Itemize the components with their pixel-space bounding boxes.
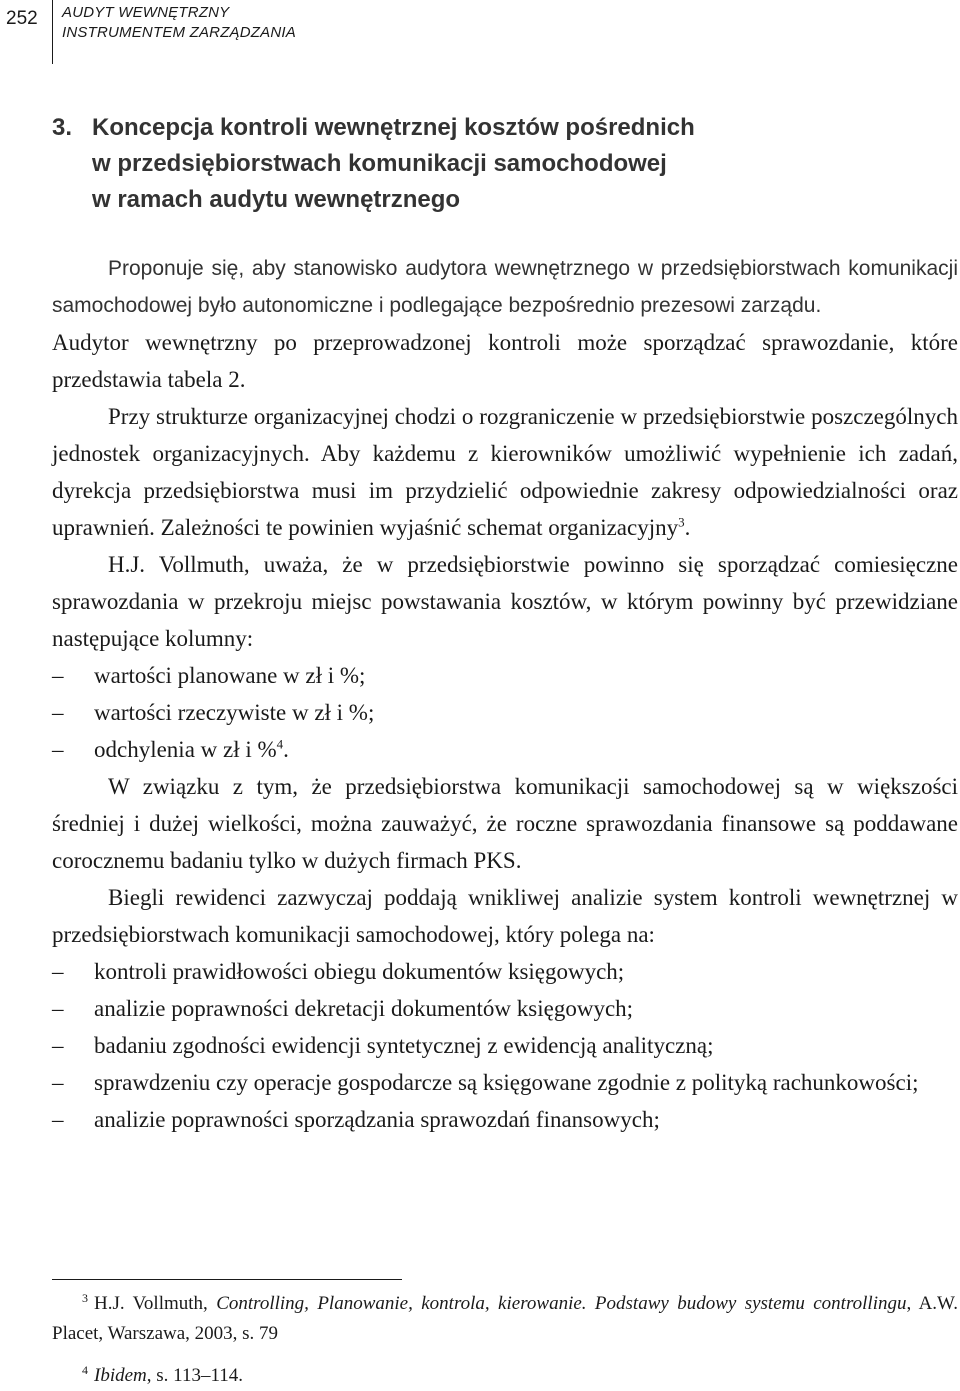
- page-number: 252: [6, 8, 38, 29]
- paragraph-4: W związku z tym, że przedsiębiorstwa komunikacji samochodowej są w większości średniej i dużej wielkości, można zauważyć, że roczne sprawozdania finansowe są poddawane corocznemu badaniu tylko w dużych firmach PKS.: [52, 774, 958, 873]
- audit-scope-list: [52, 953, 958, 1138]
- dash-marker: –: [52, 1033, 64, 1058]
- list-item: – analizie poprawności dekretacji dokumentów księgowych;: [52, 990, 958, 1027]
- footnote-3: $^3$ H.J. Vollmuth, Controlling, Planowanie, kontrola, kierowanie. Podstawy budowy systemu controllingu, A.W. Placet, Warszawa, 2003, s. 79: [52, 1290, 958, 1344]
- section-heading-line-3: w ramach audytu wewnętrznego: [92, 186, 461, 213]
- running-title-line-1: AUDYT WEWNĘTRZNY: [62, 4, 230, 21]
- section-heading-line-1: 3. Koncepcja kontroli wewnętrznej kosztów pośrednich: [52, 110, 932, 146]
- dash-marker: –: [52, 663, 64, 688]
- columns-list: [52, 657, 958, 768]
- paragraph-1b: Audytor wewnętrzny po przeprowadzonej kontroli może sporządzać sprawozdanie, które przedstawia tabela 2.: [52, 330, 958, 392]
- footnote-divider: [52, 1279, 402, 1280]
- list-item: – badaniu zgodności ewidencji syntetycznej z ewidencją analityczną;: [52, 1027, 958, 1064]
- dash-marker: –: [52, 1070, 64, 1095]
- section-heading: [52, 110, 932, 218]
- body-text: [52, 250, 958, 1138]
- list-item: – odchylenia w zł i %$^4$.: [52, 731, 958, 768]
- paragraph-2: Przy strukturze organizacyjnej chodzi o rozgraniczenie w przedsiębiorstwie poszczególnych jednostek organizacyjnych. Aby każdemu z kierowników umożliwić wypełnienie ich zadań, dyrekcja przedsiębiorstwa musi im przydzielić odpowiednie zakresy odpowiedzialności oraz uprawnień. Zależności te powinien wyjaśnić schemat organizacyjny$^3$.: [52, 404, 958, 540]
- header-divider: [52, 0, 53, 64]
- footnote-4: $^4$ Ibidem, s. 113–114.: [82, 1362, 243, 1386]
- footnote-ref-4: 4: [276, 736, 284, 752]
- footnote-marker: 3: [82, 1290, 88, 1305]
- running-title-line-2: INSTRUMENTEM ZARZĄDZANIA: [62, 24, 296, 41]
- paragraph-3: H.J. Vollmuth, uważa, że w przedsiębiorstwie powinno się sporządzać comiesięczne sprawozdania w przekroju miejsc powstawania kosztów, w którym powinny być przewidziane następujące kolumny:: [52, 552, 958, 651]
- dash-marker: –: [52, 737, 64, 762]
- paragraph-1: Proponuje się, aby stanowisko audytora wewnętrznego w przedsiębiorstwach komunikacji samochodowej było autonomiczne i podlegające bezpośrednio prezesowi zarządu.: [52, 257, 958, 317]
- dash-marker: –: [52, 996, 64, 1021]
- dash-marker: –: [52, 1107, 64, 1132]
- list-item: – analizie poprawności sporządzania sprawozdań finansowych;: [52, 1101, 958, 1138]
- section-heading-line-2: w przedsiębiorstwach komunikacji samochodowej: [92, 150, 667, 177]
- list-item: – wartości rzeczywiste w zł i %;: [52, 694, 958, 731]
- list-item: – kontroli prawidłowości obiegu dokumentów księgowych;: [52, 953, 958, 990]
- dash-marker: –: [52, 700, 64, 725]
- page-header: [0, 0, 960, 64]
- footnote-ref-3: 3: [678, 514, 685, 530]
- list-item: – sprawdzeniu czy operacje gospodarcze są księgowane zgodnie z polityką rachunkowości;: [52, 1064, 958, 1101]
- dash-marker: –: [52, 959, 64, 984]
- paragraph-5: Biegli rewidenci zazwyczaj poddają wnikliwej analizie system kontroli wewnętrznej w przedsiębiorstwach komunikacji samochodowej, który polega na:: [52, 885, 958, 947]
- list-item: – wartości planowane w zł i %;: [52, 657, 958, 694]
- footnote-marker: 4: [82, 1362, 88, 1377]
- section-number: 3.: [52, 114, 73, 141]
- running-title: [62, 3, 296, 43]
